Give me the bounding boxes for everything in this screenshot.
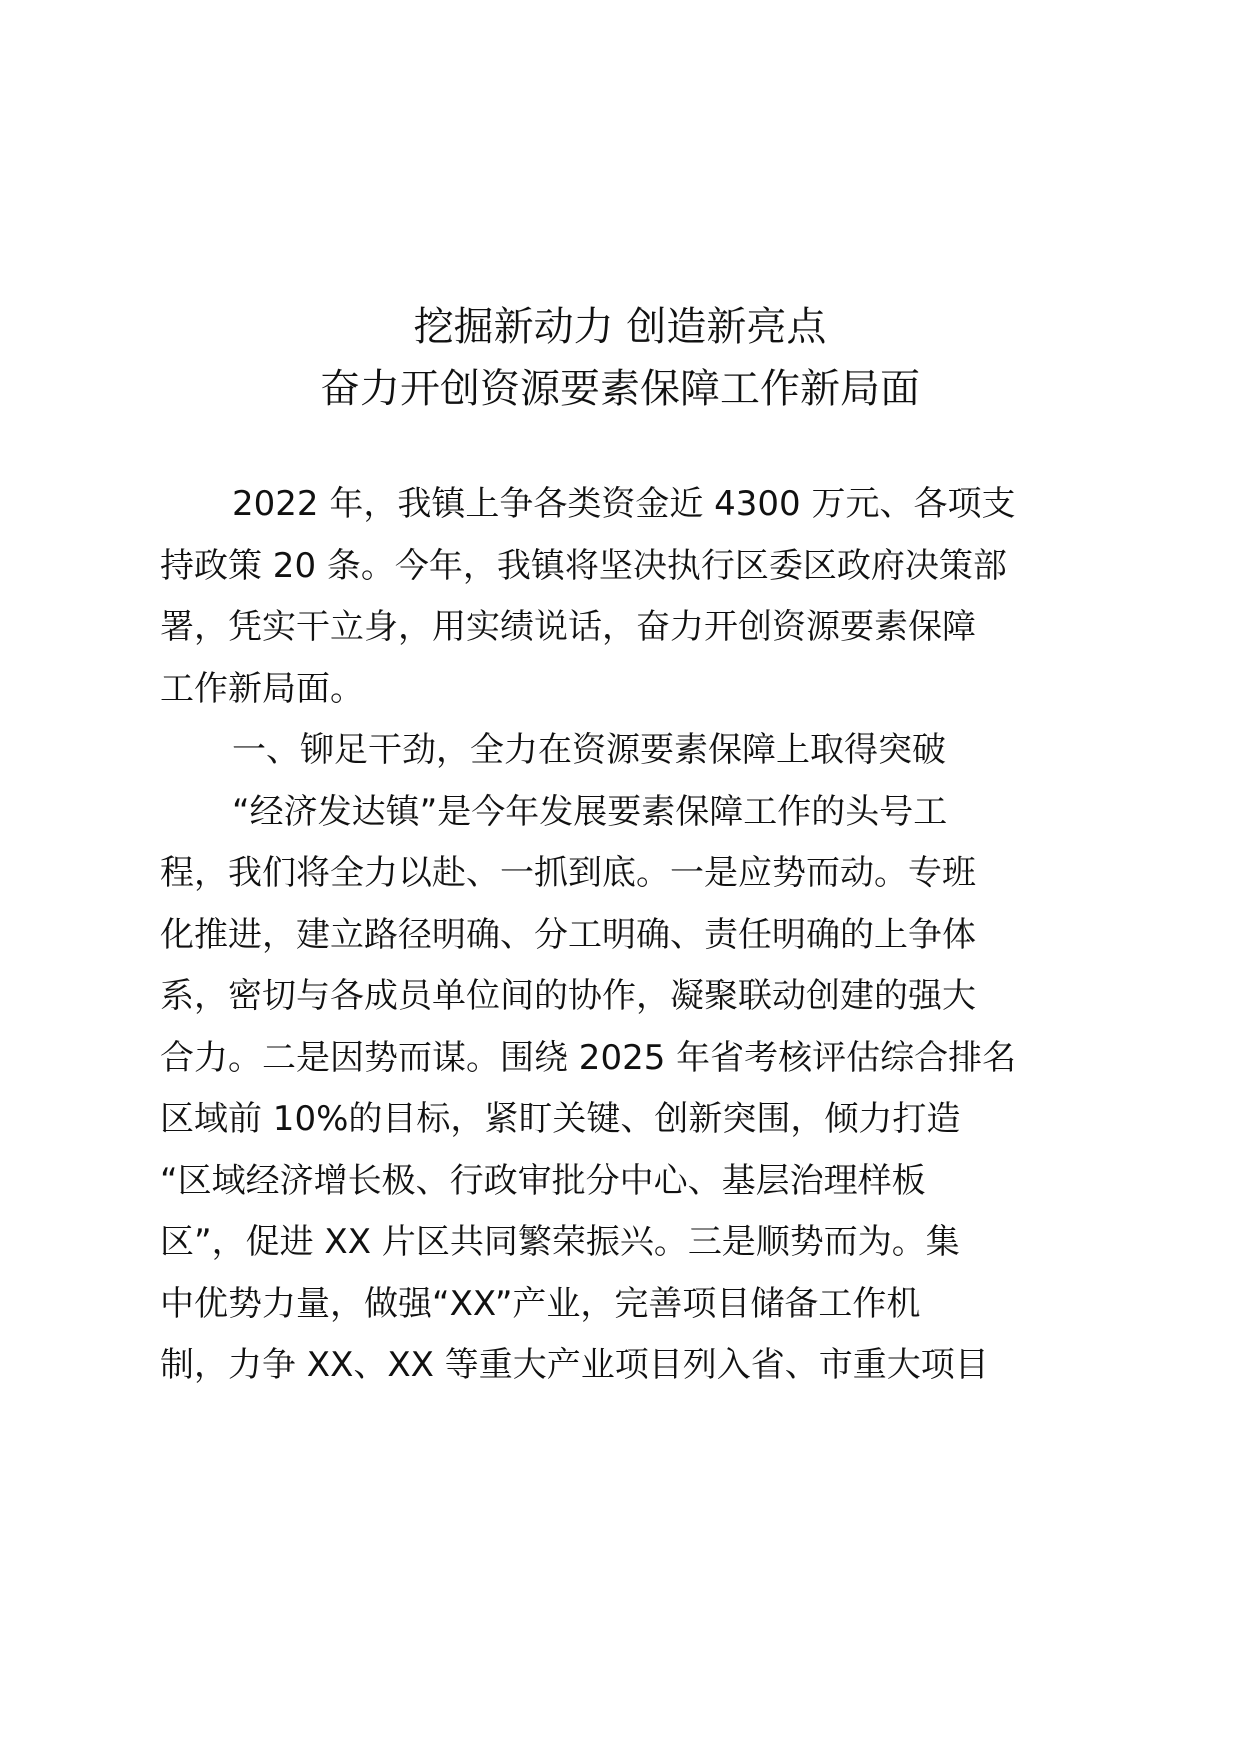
title-line-1: 挖掘新动力 创造新亮点 [413,304,827,350]
paragraph-line: 工作新局面。 [160,668,364,709]
paragraph-line: 署，凭实干立身，用实绩说话，奋力开创资源要素保障 [160,607,976,647]
paragraph-line: 中优势力量，做强“XX”产业，完善项目储备工作机 [160,1283,921,1324]
paragraph-line: “经济发达镇”是今年发展要素保障工作的头号工 [232,791,948,832]
paragraph-line: 持政策 20 条。今年，我镇将坚决执行区委区政府决策部 [160,545,1007,586]
paragraph-line: 合力。二是因势而谋。围绕 2025 年省考核评估综合排名 [160,1037,1017,1078]
paragraph-line: 化推进，建立路径明确、分工明确、责任明确的上争体 [160,914,976,955]
title-line-2: 奋力开创资源要素保障工作新局面 [320,366,920,412]
paragraph-line: 区”，促进 XX 片区共同繁荣振兴。三是顺势而为。集 [160,1222,960,1262]
paragraph-line: 2022 年，我镇上争各类资金近 4300 万元、各项支 [232,484,1016,524]
document-body [160,474,1080,1397]
paragraph-line: “区域经济增长极、行政审批分中心、基层治理样板 [160,1160,926,1201]
paragraph-line: 系，密切与各成员单位间的协作，凝聚联动创建的强大 [160,976,976,1016]
document-title [0,296,1240,420]
paragraph-line: 区域前 10%的目标，紧盯关键、创新突围，倾力打造 [160,1099,961,1139]
paragraph-line: 程，我们将全力以赴、一抓到底。一是应势而动。专班 [160,853,976,893]
paragraph-line: 制，力争 XX、XX 等重大产业项目列入省、市重大项目 [160,1345,989,1385]
section-heading: 一、铆足干劲，全力在资源要素保障上取得突破 [232,730,946,770]
